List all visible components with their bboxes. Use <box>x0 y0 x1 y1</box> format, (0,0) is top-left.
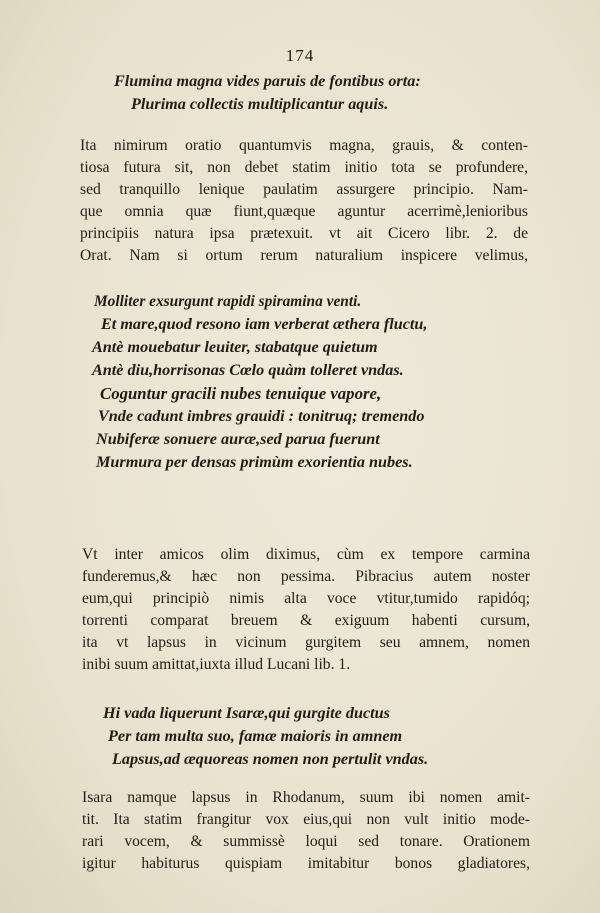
prose-line: rari vocem, & summissè loqui sed tonare. Orationem <box>82 833 530 850</box>
prose-line: torrenti comparat breuem & exiguum habenti cursum, <box>82 612 530 629</box>
prose-line: igitur habiturus quispiam imitabitur bonos gladiatores, <box>82 855 530 872</box>
prose-line: principiis natura ipsa prætexuit. vt ait Cicero libr. 2. de <box>80 225 528 242</box>
verse-quotation-3 <box>103 702 428 771</box>
prose-line: Vt inter amicos olim diximus, cùm ex tempore carmina <box>82 546 530 563</box>
verse-line: Hi vada liquerunt Isaræ,qui gurgite ductus <box>103 704 390 722</box>
prose-line: Isara namque lapsus in Rhodanum, suum ibi nomen amit- <box>82 789 530 806</box>
verse-line: Vnde cadunt imbres grauidi : tonitruq; tremendo <box>98 407 425 425</box>
prose-paragraph-1 <box>80 135 528 267</box>
verse-line: Plurima collectis multiplicantur aquis. <box>131 95 389 113</box>
verse-line: Murmura per densas primùm exorientia nubes. <box>96 453 413 471</box>
prose-line: ita vt lapsus in vicinum gurgitem seu amnem, nomen <box>82 634 530 651</box>
verse-line: Coguntur gracili nubes tenuique vapore, <box>100 384 382 403</box>
prose-line: que omnia quæ fiunt,quæque aguntur acerrimè,lenioribus <box>80 203 528 220</box>
prose-line: tiosa futura sit, non debet statim initio tota se profundere, <box>80 159 528 176</box>
prose-line: tit. Ita statim frangitur vox eius,qui non vult initio mode- <box>82 811 530 828</box>
verse-line: Flumina magna vides paruis de fontibus orta: <box>114 72 421 90</box>
prose-line: Ita nimirum oratio quantumvis magna, grauis, & conten- <box>80 137 528 154</box>
prose-line: Orat. Nam si ortum rerum naturalium inspicere velimus, <box>80 247 528 264</box>
verse-line: Per tam multa suo, famæ maioris in amnem <box>108 727 403 745</box>
verse-quotation-2 <box>88 290 427 474</box>
verse-line: Et mare,quod resono iam verberat æthera fluctu, <box>101 315 428 333</box>
prose-line: funderemus,& hæc non pessima. Pibracius autem noster <box>82 568 530 585</box>
verse-quotation-1 <box>114 70 421 116</box>
verse-line: Molliter exsurgunt rapidi spiramina venti. <box>94 293 362 310</box>
prose-paragraph-3 <box>82 787 530 875</box>
verse-line: Lapsus,ad æquoreas nomen non pertulit vndas. <box>112 750 429 768</box>
page-number: 174 <box>285 46 315 65</box>
verse-line: Antè mouebatur leuiter, stabatque quietum <box>92 338 378 356</box>
prose-paragraph-2 <box>82 544 530 676</box>
prose-line: sed tranquillo lenique paulatim assurgere principio. Nam- <box>80 181 528 198</box>
prose-line: inibi suum amittat,iuxta illud Lucani lib. 1. <box>82 656 351 673</box>
verse-line: Antè diu,horrisonas Cœlo quàm tolleret vndas. <box>92 361 404 379</box>
prose-line: eum,qui principiò nimis alta voce vtitur,tumido rapidóq; <box>82 590 530 607</box>
verse-line: Nubiferæ sonuere auræ,sed parua fuerunt <box>96 430 380 448</box>
